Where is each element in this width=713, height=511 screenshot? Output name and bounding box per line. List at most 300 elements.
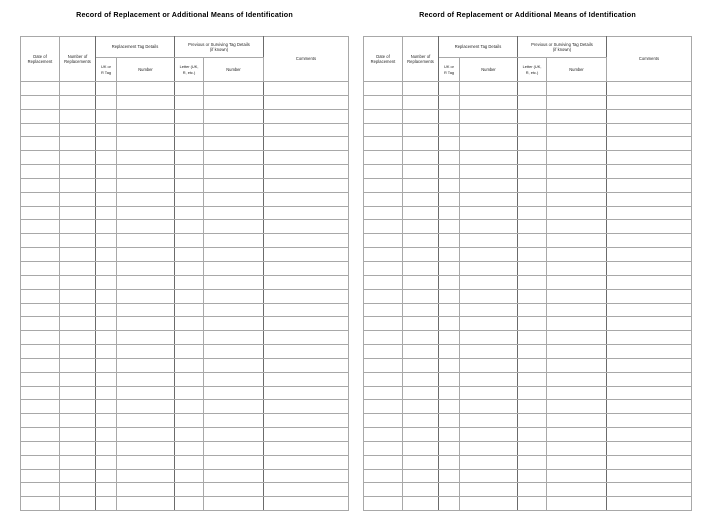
cell-number-of-replacements[interactable] xyxy=(403,123,439,137)
cell-previous-letter[interactable] xyxy=(175,123,204,137)
cell-uk-or-r-tag[interactable] xyxy=(439,455,460,469)
cell-replacement-number[interactable] xyxy=(117,345,175,359)
cell-number-of-replacements[interactable] xyxy=(403,151,439,165)
cell-previous-letter[interactable] xyxy=(518,483,547,497)
cell-previous-number[interactable] xyxy=(547,317,607,331)
table-row[interactable] xyxy=(21,82,349,96)
cell-uk-or-r-tag[interactable] xyxy=(439,165,460,179)
cell-number-of-replacements[interactable] xyxy=(60,303,96,317)
cell-replacement-number[interactable] xyxy=(117,414,175,428)
cell-previous-letter[interactable] xyxy=(518,455,547,469)
cell-replacement-number[interactable] xyxy=(117,82,175,96)
cell-date-of-replacement[interactable] xyxy=(21,483,60,497)
cell-uk-or-r-tag[interactable] xyxy=(96,483,117,497)
cell-comments[interactable] xyxy=(607,137,692,151)
cell-replacement-number[interactable] xyxy=(117,483,175,497)
cell-comments[interactable] xyxy=(607,483,692,497)
cell-previous-number[interactable] xyxy=(204,303,264,317)
table-row[interactable] xyxy=(21,151,349,165)
cell-date-of-replacement[interactable] xyxy=(364,82,403,96)
cell-number-of-replacements[interactable] xyxy=(403,248,439,262)
cell-previous-number[interactable] xyxy=(547,441,607,455)
table-row[interactable] xyxy=(364,82,692,96)
cell-previous-number[interactable] xyxy=(547,82,607,96)
cell-previous-letter[interactable] xyxy=(175,95,204,109)
cell-comments[interactable] xyxy=(607,82,692,96)
table-row[interactable] xyxy=(21,345,349,359)
cell-previous-letter[interactable] xyxy=(175,414,204,428)
cell-number-of-replacements[interactable] xyxy=(403,400,439,414)
cell-date-of-replacement[interactable] xyxy=(21,400,60,414)
cell-previous-number[interactable] xyxy=(547,303,607,317)
cell-comments[interactable] xyxy=(264,165,349,179)
table-row[interactable] xyxy=(364,248,692,262)
cell-previous-letter[interactable] xyxy=(175,178,204,192)
cell-comments[interactable] xyxy=(264,317,349,331)
cell-date-of-replacement[interactable] xyxy=(21,455,60,469)
cell-date-of-replacement[interactable] xyxy=(21,345,60,359)
cell-previous-number[interactable] xyxy=(547,345,607,359)
cell-number-of-replacements[interactable] xyxy=(403,428,439,442)
cell-number-of-replacements[interactable] xyxy=(60,109,96,123)
cell-comments[interactable] xyxy=(607,441,692,455)
table-row[interactable] xyxy=(21,261,349,275)
cell-uk-or-r-tag[interactable] xyxy=(96,109,117,123)
cell-date-of-replacement[interactable] xyxy=(21,317,60,331)
cell-number-of-replacements[interactable] xyxy=(403,483,439,497)
cell-comments[interactable] xyxy=(264,428,349,442)
cell-date-of-replacement[interactable] xyxy=(21,261,60,275)
cell-previous-number[interactable] xyxy=(547,261,607,275)
cell-uk-or-r-tag[interactable] xyxy=(96,331,117,345)
cell-replacement-number[interactable] xyxy=(460,82,518,96)
table-row[interactable] xyxy=(364,109,692,123)
cell-previous-number[interactable] xyxy=(547,428,607,442)
cell-replacement-number[interactable] xyxy=(460,483,518,497)
cell-uk-or-r-tag[interactable] xyxy=(96,317,117,331)
table-row[interactable] xyxy=(364,95,692,109)
cell-replacement-number[interactable] xyxy=(460,234,518,248)
table-row[interactable] xyxy=(21,220,349,234)
cell-date-of-replacement[interactable] xyxy=(21,358,60,372)
cell-number-of-replacements[interactable] xyxy=(60,428,96,442)
cell-uk-or-r-tag[interactable] xyxy=(96,428,117,442)
cell-comments[interactable] xyxy=(264,137,349,151)
cell-date-of-replacement[interactable] xyxy=(364,206,403,220)
cell-previous-number[interactable] xyxy=(204,345,264,359)
cell-previous-number[interactable] xyxy=(204,428,264,442)
cell-comments[interactable] xyxy=(264,455,349,469)
cell-comments[interactable] xyxy=(264,248,349,262)
cell-uk-or-r-tag[interactable] xyxy=(96,220,117,234)
cell-previous-letter[interactable] xyxy=(175,192,204,206)
cell-uk-or-r-tag[interactable] xyxy=(96,289,117,303)
cell-replacement-number[interactable] xyxy=(460,178,518,192)
cell-previous-number[interactable] xyxy=(204,206,264,220)
cell-comments[interactable] xyxy=(264,109,349,123)
cell-previous-number[interactable] xyxy=(547,386,607,400)
table-row[interactable] xyxy=(364,289,692,303)
cell-previous-letter[interactable] xyxy=(518,317,547,331)
cell-comments[interactable] xyxy=(264,123,349,137)
cell-uk-or-r-tag[interactable] xyxy=(96,151,117,165)
cell-replacement-number[interactable] xyxy=(460,248,518,262)
cell-date-of-replacement[interactable] xyxy=(364,165,403,179)
cell-uk-or-r-tag[interactable] xyxy=(439,123,460,137)
cell-previous-letter[interactable] xyxy=(518,303,547,317)
cell-comments[interactable] xyxy=(264,220,349,234)
cell-number-of-replacements[interactable] xyxy=(60,178,96,192)
cell-replacement-number[interactable] xyxy=(117,109,175,123)
cell-uk-or-r-tag[interactable] xyxy=(96,469,117,483)
cell-replacement-number[interactable] xyxy=(117,372,175,386)
cell-number-of-replacements[interactable] xyxy=(403,414,439,428)
cell-replacement-number[interactable] xyxy=(460,372,518,386)
cell-uk-or-r-tag[interactable] xyxy=(96,123,117,137)
cell-date-of-replacement[interactable] xyxy=(364,386,403,400)
cell-uk-or-r-tag[interactable] xyxy=(96,178,117,192)
cell-comments[interactable] xyxy=(607,358,692,372)
table-row[interactable] xyxy=(364,151,692,165)
cell-date-of-replacement[interactable] xyxy=(364,469,403,483)
cell-replacement-number[interactable] xyxy=(117,178,175,192)
cell-comments[interactable] xyxy=(607,400,692,414)
table-row[interactable] xyxy=(364,261,692,275)
cell-uk-or-r-tag[interactable] xyxy=(439,372,460,386)
cell-replacement-number[interactable] xyxy=(460,414,518,428)
cell-date-of-replacement[interactable] xyxy=(364,345,403,359)
cell-previous-number[interactable] xyxy=(204,386,264,400)
cell-previous-letter[interactable] xyxy=(175,109,204,123)
cell-previous-letter[interactable] xyxy=(518,234,547,248)
cell-previous-letter[interactable] xyxy=(175,455,204,469)
cell-comments[interactable] xyxy=(607,248,692,262)
cell-number-of-replacements[interactable] xyxy=(403,455,439,469)
cell-uk-or-r-tag[interactable] xyxy=(439,95,460,109)
cell-previous-number[interactable] xyxy=(204,220,264,234)
cell-comments[interactable] xyxy=(264,372,349,386)
cell-previous-letter[interactable] xyxy=(175,358,204,372)
cell-uk-or-r-tag[interactable] xyxy=(96,303,117,317)
cell-previous-letter[interactable] xyxy=(518,345,547,359)
cell-previous-letter[interactable] xyxy=(518,414,547,428)
cell-date-of-replacement[interactable] xyxy=(21,151,60,165)
cell-number-of-replacements[interactable] xyxy=(403,109,439,123)
cell-previous-number[interactable] xyxy=(204,275,264,289)
cell-uk-or-r-tag[interactable] xyxy=(439,206,460,220)
cell-comments[interactable] xyxy=(607,372,692,386)
cell-previous-letter[interactable] xyxy=(175,441,204,455)
cell-date-of-replacement[interactable] xyxy=(364,331,403,345)
cell-replacement-number[interactable] xyxy=(460,441,518,455)
cell-previous-number[interactable] xyxy=(204,123,264,137)
cell-number-of-replacements[interactable] xyxy=(60,345,96,359)
cell-comments[interactable] xyxy=(264,275,349,289)
cell-number-of-replacements[interactable] xyxy=(60,261,96,275)
cell-number-of-replacements[interactable] xyxy=(403,469,439,483)
cell-number-of-replacements[interactable] xyxy=(403,303,439,317)
cell-uk-or-r-tag[interactable] xyxy=(96,345,117,359)
cell-comments[interactable] xyxy=(264,441,349,455)
cell-uk-or-r-tag[interactable] xyxy=(96,386,117,400)
cell-comments[interactable] xyxy=(607,234,692,248)
cell-number-of-replacements[interactable] xyxy=(60,234,96,248)
cell-date-of-replacement[interactable] xyxy=(364,220,403,234)
cell-previous-number[interactable] xyxy=(547,358,607,372)
cell-uk-or-r-tag[interactable] xyxy=(439,469,460,483)
table-row[interactable] xyxy=(364,358,692,372)
cell-previous-letter[interactable] xyxy=(518,428,547,442)
table-row[interactable] xyxy=(364,345,692,359)
cell-replacement-number[interactable] xyxy=(117,400,175,414)
cell-number-of-replacements[interactable] xyxy=(60,192,96,206)
cell-number-of-replacements[interactable] xyxy=(60,414,96,428)
cell-uk-or-r-tag[interactable] xyxy=(439,331,460,345)
cell-uk-or-r-tag[interactable] xyxy=(439,289,460,303)
cell-replacement-number[interactable] xyxy=(117,151,175,165)
cell-previous-number[interactable] xyxy=(547,165,607,179)
cell-number-of-replacements[interactable] xyxy=(60,137,96,151)
table-row[interactable] xyxy=(21,289,349,303)
cell-previous-letter[interactable] xyxy=(175,400,204,414)
cell-previous-number[interactable] xyxy=(204,151,264,165)
cell-date-of-replacement[interactable] xyxy=(21,275,60,289)
cell-replacement-number[interactable] xyxy=(117,331,175,345)
cell-previous-letter[interactable] xyxy=(175,82,204,96)
cell-previous-letter[interactable] xyxy=(518,82,547,96)
table-row[interactable] xyxy=(21,109,349,123)
cell-previous-number[interactable] xyxy=(204,441,264,455)
cell-replacement-number[interactable] xyxy=(117,220,175,234)
cell-previous-letter[interactable] xyxy=(175,206,204,220)
cell-date-of-replacement[interactable] xyxy=(364,178,403,192)
cell-comments[interactable] xyxy=(264,82,349,96)
cell-previous-number[interactable] xyxy=(547,178,607,192)
cell-number-of-replacements[interactable] xyxy=(60,151,96,165)
cell-previous-letter[interactable] xyxy=(175,261,204,275)
cell-uk-or-r-tag[interactable] xyxy=(439,428,460,442)
cell-number-of-replacements[interactable] xyxy=(403,137,439,151)
cell-uk-or-r-tag[interactable] xyxy=(96,82,117,96)
cell-replacement-number[interactable] xyxy=(117,165,175,179)
cell-number-of-replacements[interactable] xyxy=(60,289,96,303)
cell-previous-letter[interactable] xyxy=(518,441,547,455)
cell-comments[interactable] xyxy=(264,358,349,372)
cell-replacement-number[interactable] xyxy=(117,248,175,262)
table-row[interactable] xyxy=(364,428,692,442)
cell-comments[interactable] xyxy=(607,455,692,469)
cell-uk-or-r-tag[interactable] xyxy=(96,248,117,262)
cell-replacement-number[interactable] xyxy=(117,95,175,109)
cell-date-of-replacement[interactable] xyxy=(364,95,403,109)
cell-replacement-number[interactable] xyxy=(117,206,175,220)
cell-uk-or-r-tag[interactable] xyxy=(439,358,460,372)
cell-previous-number[interactable] xyxy=(204,455,264,469)
table-row[interactable] xyxy=(364,331,692,345)
cell-uk-or-r-tag[interactable] xyxy=(96,192,117,206)
cell-date-of-replacement[interactable] xyxy=(21,441,60,455)
cell-uk-or-r-tag[interactable] xyxy=(96,275,117,289)
table-row[interactable] xyxy=(21,483,349,497)
table-row[interactable] xyxy=(364,275,692,289)
cell-previous-letter[interactable] xyxy=(175,483,204,497)
cell-previous-number[interactable] xyxy=(204,109,264,123)
cell-date-of-replacement[interactable] xyxy=(21,469,60,483)
table-row[interactable] xyxy=(21,469,349,483)
cell-comments[interactable] xyxy=(607,345,692,359)
table-row[interactable] xyxy=(21,400,349,414)
cell-date-of-replacement[interactable] xyxy=(21,386,60,400)
cell-comments[interactable] xyxy=(264,303,349,317)
cell-replacement-number[interactable] xyxy=(460,289,518,303)
cell-replacement-number[interactable] xyxy=(460,331,518,345)
cell-date-of-replacement[interactable] xyxy=(364,275,403,289)
cell-previous-number[interactable] xyxy=(547,400,607,414)
cell-number-of-replacements[interactable] xyxy=(60,123,96,137)
cell-previous-number[interactable] xyxy=(547,109,607,123)
cell-replacement-number[interactable] xyxy=(117,303,175,317)
cell-date-of-replacement[interactable] xyxy=(21,331,60,345)
cell-previous-letter[interactable] xyxy=(175,275,204,289)
cell-number-of-replacements[interactable] xyxy=(60,220,96,234)
cell-previous-number[interactable] xyxy=(204,165,264,179)
cell-replacement-number[interactable] xyxy=(117,441,175,455)
cell-previous-number[interactable] xyxy=(204,483,264,497)
table-row[interactable] xyxy=(21,428,349,442)
cell-previous-number[interactable] xyxy=(204,234,264,248)
table-row[interactable] xyxy=(21,331,349,345)
cell-date-of-replacement[interactable] xyxy=(364,137,403,151)
table-row[interactable] xyxy=(364,386,692,400)
cell-previous-letter[interactable] xyxy=(175,331,204,345)
cell-comments[interactable] xyxy=(607,95,692,109)
cell-comments[interactable] xyxy=(607,178,692,192)
cell-number-of-replacements[interactable] xyxy=(403,372,439,386)
cell-previous-number[interactable] xyxy=(204,372,264,386)
cell-previous-letter[interactable] xyxy=(175,234,204,248)
table-row[interactable] xyxy=(21,248,349,262)
cell-number-of-replacements[interactable] xyxy=(403,289,439,303)
table-row[interactable] xyxy=(364,414,692,428)
cell-previous-letter[interactable] xyxy=(518,372,547,386)
cell-comments[interactable] xyxy=(607,165,692,179)
cell-previous-number[interactable] xyxy=(204,414,264,428)
table-row[interactable] xyxy=(21,455,349,469)
cell-replacement-number[interactable] xyxy=(460,469,518,483)
cell-comments[interactable] xyxy=(264,469,349,483)
cell-replacement-number[interactable] xyxy=(117,469,175,483)
cell-previous-number[interactable] xyxy=(547,248,607,262)
cell-previous-number[interactable] xyxy=(204,289,264,303)
cell-date-of-replacement[interactable] xyxy=(21,137,60,151)
cell-previous-number[interactable] xyxy=(204,317,264,331)
cell-previous-letter[interactable] xyxy=(518,95,547,109)
cell-previous-letter[interactable] xyxy=(518,248,547,262)
cell-date-of-replacement[interactable] xyxy=(364,192,403,206)
cell-uk-or-r-tag[interactable] xyxy=(96,165,117,179)
cell-date-of-replacement[interactable] xyxy=(21,289,60,303)
cell-date-of-replacement[interactable] xyxy=(21,178,60,192)
cell-number-of-replacements[interactable] xyxy=(403,206,439,220)
cell-previous-number[interactable] xyxy=(204,331,264,345)
cell-comments[interactable] xyxy=(607,275,692,289)
cell-date-of-replacement[interactable] xyxy=(364,414,403,428)
cell-uk-or-r-tag[interactable] xyxy=(96,441,117,455)
cell-date-of-replacement[interactable] xyxy=(364,358,403,372)
cell-uk-or-r-tag[interactable] xyxy=(439,303,460,317)
cell-uk-or-r-tag[interactable] xyxy=(439,192,460,206)
cell-previous-letter[interactable] xyxy=(518,123,547,137)
cell-uk-or-r-tag[interactable] xyxy=(439,483,460,497)
table-row[interactable] xyxy=(21,95,349,109)
cell-date-of-replacement[interactable] xyxy=(364,151,403,165)
cell-comments[interactable] xyxy=(607,151,692,165)
cell-uk-or-r-tag[interactable] xyxy=(439,345,460,359)
cell-comments[interactable] xyxy=(264,261,349,275)
cell-number-of-replacements[interactable] xyxy=(403,178,439,192)
cell-previous-number[interactable] xyxy=(547,220,607,234)
cell-date-of-replacement[interactable] xyxy=(21,220,60,234)
cell-replacement-number[interactable] xyxy=(117,428,175,442)
table-row[interactable] xyxy=(364,234,692,248)
cell-uk-or-r-tag[interactable] xyxy=(439,178,460,192)
cell-number-of-replacements[interactable] xyxy=(60,372,96,386)
cell-uk-or-r-tag[interactable] xyxy=(96,358,117,372)
cell-previous-number[interactable] xyxy=(547,372,607,386)
cell-previous-number[interactable] xyxy=(204,469,264,483)
cell-uk-or-r-tag[interactable] xyxy=(439,137,460,151)
cell-previous-number[interactable] xyxy=(204,178,264,192)
cell-comments[interactable] xyxy=(607,303,692,317)
cell-number-of-replacements[interactable] xyxy=(403,220,439,234)
cell-previous-letter[interactable] xyxy=(518,192,547,206)
cell-previous-number[interactable] xyxy=(547,151,607,165)
cell-uk-or-r-tag[interactable] xyxy=(439,400,460,414)
cell-uk-or-r-tag[interactable] xyxy=(439,441,460,455)
cell-number-of-replacements[interactable] xyxy=(60,469,96,483)
cell-previous-letter[interactable] xyxy=(175,469,204,483)
cell-number-of-replacements[interactable] xyxy=(60,358,96,372)
table-row[interactable] xyxy=(364,303,692,317)
table-row[interactable] xyxy=(21,178,349,192)
cell-number-of-replacements[interactable] xyxy=(403,317,439,331)
table-row[interactable] xyxy=(364,400,692,414)
cell-date-of-replacement[interactable] xyxy=(364,261,403,275)
table-row[interactable] xyxy=(21,372,349,386)
table-row[interactable] xyxy=(364,178,692,192)
cell-comments[interactable] xyxy=(264,95,349,109)
cell-uk-or-r-tag[interactable] xyxy=(439,386,460,400)
cell-date-of-replacement[interactable] xyxy=(364,483,403,497)
cell-number-of-replacements[interactable] xyxy=(403,165,439,179)
table-row[interactable] xyxy=(21,123,349,137)
cell-previous-number[interactable] xyxy=(204,95,264,109)
table-row[interactable] xyxy=(21,192,349,206)
cell-replacement-number[interactable] xyxy=(460,109,518,123)
cell-previous-letter[interactable] xyxy=(175,386,204,400)
cell-number-of-replacements[interactable] xyxy=(403,234,439,248)
table-row[interactable] xyxy=(364,192,692,206)
cell-number-of-replacements[interactable] xyxy=(403,358,439,372)
cell-previous-letter[interactable] xyxy=(175,151,204,165)
cell-comments[interactable] xyxy=(264,289,349,303)
table-row[interactable] xyxy=(21,414,349,428)
cell-previous-number[interactable] xyxy=(204,400,264,414)
cell-uk-or-r-tag[interactable] xyxy=(96,234,117,248)
cell-uk-or-r-tag[interactable] xyxy=(439,248,460,262)
table-row[interactable] xyxy=(364,469,692,483)
cell-replacement-number[interactable] xyxy=(117,317,175,331)
